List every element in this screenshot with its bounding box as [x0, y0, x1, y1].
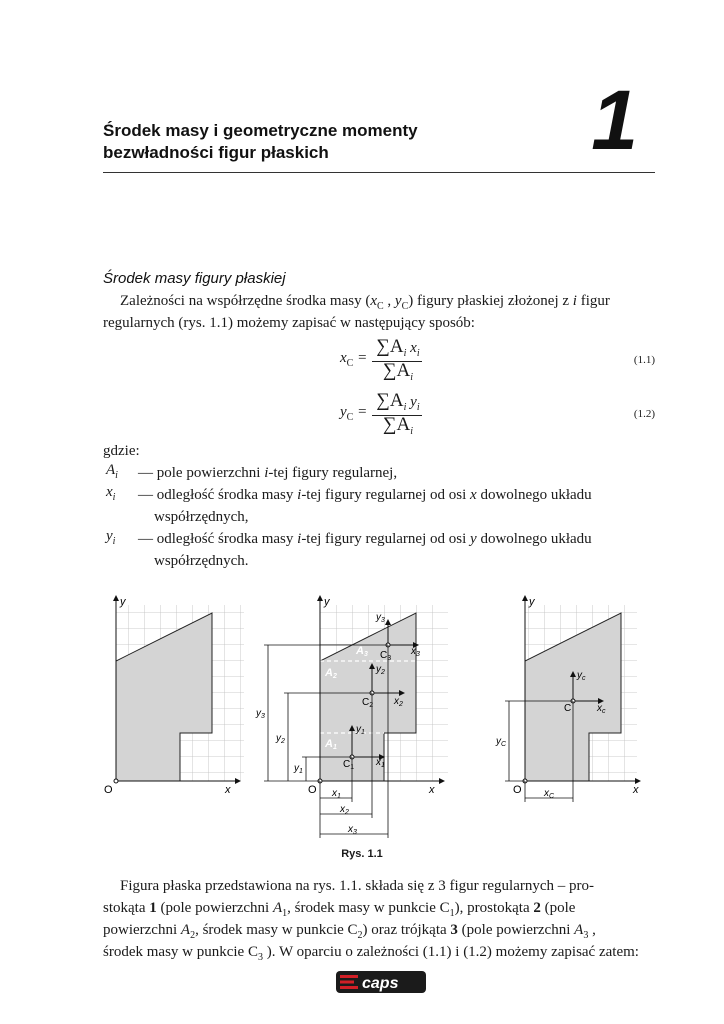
label-A1: A1: [325, 738, 337, 751]
label-local-x2: $x_2$: [394, 696, 403, 708]
def-text-yi: — odległość środka masy i-tej figury regularnej od osi y dowolnego układu: [138, 531, 592, 547]
logo-stripe-2: [340, 981, 354, 984]
def-text-xi-cont: współrzędnych,: [154, 509, 249, 525]
dim-x3: $x_3$: [348, 824, 357, 836]
panel-2: [255, 596, 448, 838]
intro-line2: regularnych (rys. 1.1) możemy zapisać w następujący sposób:: [103, 315, 475, 331]
label-A3: A3: [356, 645, 368, 658]
label-x-3: x: [633, 784, 639, 796]
origin-point-1: [114, 779, 118, 783]
label-C: C: [564, 703, 572, 714]
chapter-title: [103, 120, 418, 164]
logo-text: caps: [362, 975, 399, 992]
label-y-1: y: [120, 596, 126, 608]
dim-yc: $y_C$: [496, 736, 507, 748]
logo-stripe-3: [340, 986, 358, 989]
section-heading: Środek masy figury płaskiej: [103, 270, 286, 287]
def-text-yi-cont: współrzędnych.: [154, 553, 249, 569]
def-text-Ai: — pole powierzchni i-tej figury regularnej,: [138, 465, 398, 481]
label-x-2: x: [429, 784, 435, 796]
closing-line4: środek masy w punkcie $C_3$ ). W oparciu o zależności (1.1) i (1.2) możemy zapisać zatem:: [103, 944, 639, 963]
label-local-x3: $x_3$: [411, 646, 420, 658]
dim-y1: $y_1$: [294, 763, 303, 775]
label-C1: $C_1$: [343, 759, 355, 771]
caps-logo: [336, 971, 426, 993]
panel-3: [495, 596, 640, 802]
label-y-3: y: [529, 596, 535, 608]
def-text-xi: — odległość środka masy i-tej figury regularnej od osi x dowolnego układu: [138, 487, 592, 503]
label-local-x1: $x_1$: [376, 757, 385, 769]
equation-1-number: (1.1): [633, 354, 655, 366]
intro-line1: Zależności na współrzędne środka masy ($x_C$ , $y_C$) figury płaskiej złożonej z i figur: [120, 293, 610, 312]
label-y-2: y: [324, 596, 330, 608]
closing-line1: Figura płaska przedstawiona na rys. 1.1. składa się z 3 figur regularnych – pro-: [120, 878, 595, 894]
dim-x2: $x_2$: [340, 804, 349, 816]
dim-y3: $y_3$: [256, 708, 265, 720]
logo-stripe-1: [340, 975, 358, 978]
where-label: gdzie:: [103, 443, 140, 459]
def-symbol-xi: $x_i$: [106, 484, 116, 503]
equation-2-numerator: $\sum A_i$ $y_i$: [376, 390, 420, 413]
equation-1-lhs: $x_C$ =: [340, 350, 368, 369]
label-local-y3: $y_3$: [376, 612, 385, 624]
def-symbol-yi: $y_i$: [106, 528, 116, 547]
equation-1-numerator: $\sum A_i$ $x_i$: [376, 336, 420, 359]
equation-2-lhs: $y_C$ =: [340, 404, 368, 423]
dim-xc: $x_C$: [544, 788, 555, 800]
figure-caption: Rys. 1.1: [341, 848, 383, 860]
equation-2-denominator: $\sum A_i$: [382, 414, 414, 437]
label-A2: A2: [325, 667, 337, 680]
chapter-title-line1: Środek masy i geometryczne momenty: [103, 121, 418, 140]
label-x-1: x: [225, 784, 231, 796]
dim-x1: $x_1$: [332, 788, 341, 800]
label-O-2: O: [308, 784, 317, 796]
equation-1-denominator: $\sum A_i$: [382, 360, 414, 383]
label-O-1: O: [104, 784, 113, 796]
label-O-3: O: [513, 784, 522, 796]
label-C2: $C_2$: [362, 697, 374, 709]
label-C3: $C_3$: [380, 650, 392, 662]
equation-2-number: (1.2): [633, 408, 655, 420]
chapter-title-line2: bezwładności figur płaskich: [103, 143, 329, 162]
label-local-y2: $y_2$: [376, 664, 385, 676]
closing-line3: powierzchni $A_2$, środek masy w punkcie $C_2$) oraz trójkąta 3 (pole powierzchni $A_3$ ,: [103, 922, 596, 941]
panel-1: [104, 596, 244, 796]
figure-1-1: [0, 580, 724, 846]
label-local-xc: $x_c$: [597, 703, 606, 715]
label-local-y1: $y_1$: [356, 724, 365, 736]
chapter-number: 1: [591, 73, 638, 167]
header-rule: [103, 172, 655, 173]
dim-y2: $y_2$: [276, 733, 285, 745]
label-local-yc: $y_c$: [577, 670, 586, 682]
def-symbol-Ai: $A_i$: [106, 462, 118, 481]
closing-line2: stokąta 1 (pole powierzchni $A_1$, środek masy w punkcie $C_1$), prostokąta 2 (pole: [103, 900, 576, 919]
